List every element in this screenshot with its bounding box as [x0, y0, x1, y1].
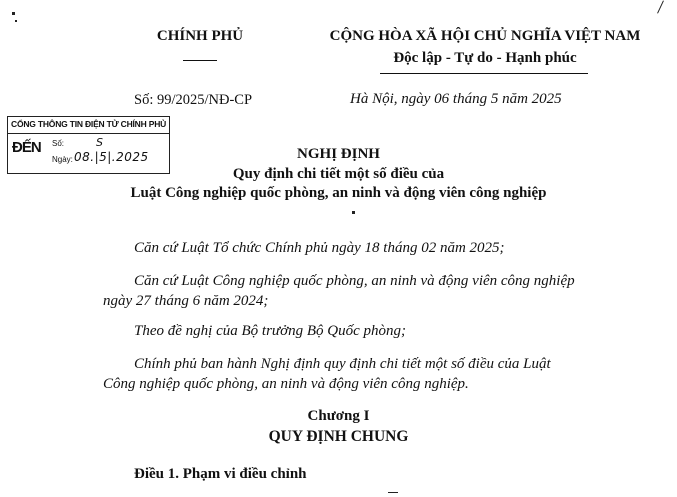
scan-mark-bottom [388, 492, 398, 493]
chapter-number: Chương I [307, 408, 370, 424]
document-subtitle-line1: Quy định chi tiết một số điều của [232, 166, 445, 182]
preamble-1-line1: Căn cứ Luật Tổ chức Chính phủ ngày 18 tháng 02 năm 2025; [134, 240, 505, 256]
preamble-3-line1: Theo đề nghị của Bộ trưởng Bộ Quốc phòng; [134, 323, 406, 339]
stamp-divider [8, 133, 169, 134]
title-underline-dot [352, 211, 355, 214]
stamp-den-label: ĐẾN [12, 139, 41, 156]
nation-name: CỘNG HÒA XÃ HỘI CHỦ NGHĨA VIỆT NAM [329, 28, 641, 44]
preamble-2-line2: ngày 27 tháng 6 năm 2024; [103, 293, 269, 309]
stamp-header: CỔNG THÔNG TIN ĐIỆN TỬ CHÍNH PHỦ [11, 119, 167, 129]
stamp-ngay-value: 08.|5|.2025 [74, 150, 149, 164]
motto-underline [380, 73, 588, 74]
stamp-so-label: Số: [52, 139, 65, 148]
place-and-date: Hà Nội, ngày 06 tháng 5 năm 2025 [350, 91, 562, 107]
preamble-4-line1: Chính phủ ban hành Nghị định quy định chi tiết một số điều của Luật [134, 356, 551, 372]
scan-mark-top-left [12, 12, 15, 15]
scan-mark-top-right [657, 0, 664, 13]
issuing-organization: CHÍNH PHỦ [156, 28, 244, 44]
preamble-4-line2: Công nghiệp quốc phòng, an ninh và động viên công nghiệp. [103, 376, 469, 392]
stamp-so-value: S [96, 136, 103, 149]
document-subtitle-line2: Luật Công nghiệp quốc phòng, an ninh và động viên công nghiệp [130, 185, 547, 201]
chapter-title: QUY ĐỊNH CHUNG [268, 428, 409, 445]
scan-mark-top-left-2 [15, 20, 17, 22]
document-type: NGHỊ ĐỊNH [297, 146, 380, 162]
article-heading: Điều 1. Phạm vi điều chỉnh [134, 466, 307, 482]
stamp-ngay-label: Ngày: [52, 155, 73, 164]
preamble-2-line1: Căn cứ Luật Công nghiệp quốc phòng, an ninh và động viên công nghiệp [134, 273, 575, 289]
document-number: Số: 99/2025/NĐ-CP [134, 92, 253, 108]
organization-underline [183, 60, 217, 61]
national-motto: Độc lập - Tự do - Hạnh phúc [393, 50, 577, 66]
